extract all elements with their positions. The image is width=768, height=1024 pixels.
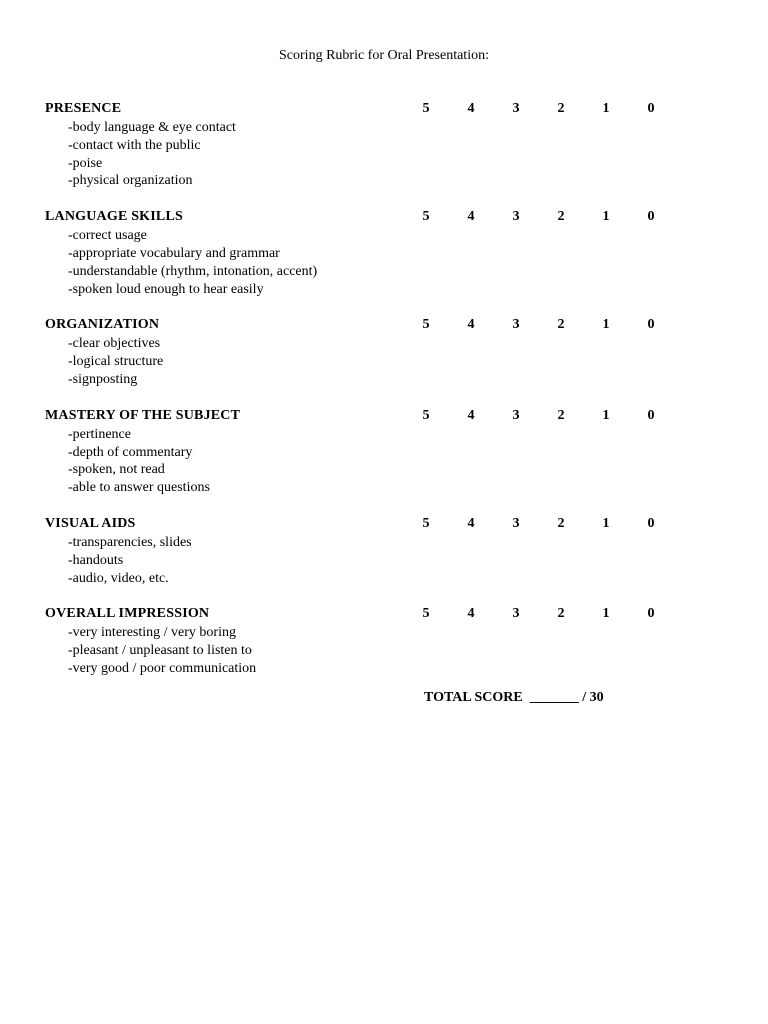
- score-option: 3: [512, 209, 520, 225]
- criterion-item: -correct usage: [68, 228, 147, 244]
- section-title: LANGUAGE SKILLS: [45, 209, 183, 225]
- score-option: 1: [602, 317, 610, 333]
- score-option: 5: [422, 407, 430, 423]
- criterion-item: -poise: [68, 155, 103, 171]
- criteria-list: [45, 624, 725, 677]
- section-title: VISUAL AIDS: [45, 515, 136, 531]
- score-option: 1: [602, 209, 610, 225]
- score-option: 1: [602, 101, 610, 116]
- criterion-item: -transparencies, slides: [68, 534, 192, 550]
- score-option: 3: [512, 606, 520, 622]
- criteria-list: [45, 227, 725, 298]
- score-option: 0: [647, 209, 655, 225]
- score-option: 2: [557, 606, 565, 622]
- rubric: [45, 99, 725, 695]
- score-option: 1: [602, 515, 610, 531]
- score-option: 4: [467, 606, 475, 622]
- section-title: PRESENCE: [45, 101, 122, 116]
- score-option: 2: [557, 317, 565, 333]
- score-option: 2: [557, 407, 565, 423]
- score-option: 0: [647, 407, 655, 423]
- rubric-section: [45, 514, 725, 587]
- score-option: 0: [647, 515, 655, 531]
- rubric-section: [45, 207, 725, 298]
- section-header: [45, 207, 725, 227]
- criterion-item: -handouts: [68, 552, 124, 568]
- section-header: [45, 514, 725, 534]
- total-score: [424, 688, 604, 708]
- score-option: 2: [557, 101, 565, 116]
- score-option: 4: [467, 515, 475, 531]
- criterion-item: -understandable (rhythm, intonation, accent): [68, 263, 318, 279]
- criteria-list: [45, 534, 725, 587]
- score-option: 2: [557, 209, 565, 225]
- score-option: 3: [512, 317, 520, 333]
- criterion-item: -very interesting / very boring: [68, 625, 236, 641]
- section-title: OVERALL IMPRESSION: [45, 606, 210, 622]
- total-score-blank: _______: [529, 690, 579, 705]
- criterion-item: -body language & eye contact: [68, 120, 236, 135]
- score-option: 3: [512, 101, 520, 116]
- section-header: [45, 604, 725, 624]
- rubric-section: [45, 99, 725, 190]
- criterion-item: -depth of commentary: [68, 444, 193, 460]
- score-option: 5: [422, 317, 430, 333]
- score-option: 0: [647, 317, 655, 333]
- criterion-item: -audio, video, etc.: [68, 570, 169, 586]
- score-option: 0: [647, 101, 655, 116]
- rubric-section: [45, 315, 725, 388]
- criterion-item: -able to answer questions: [68, 480, 210, 496]
- criterion-item: -pertinence: [68, 426, 131, 442]
- criterion-item: -clear objectives: [68, 336, 161, 352]
- score-option: 1: [602, 407, 610, 423]
- score-option: 5: [422, 101, 430, 116]
- criterion-item: -signposting: [68, 371, 138, 387]
- criteria-list: [45, 119, 725, 190]
- criterion-item: -spoken loud enough to hear easily: [68, 281, 264, 297]
- page-title: Scoring Rubric for Oral Presentation:: [279, 48, 489, 63]
- criterion-item: -contact with the public: [68, 137, 201, 153]
- criteria-list: [45, 335, 725, 388]
- section-title: MASTERY OF THE SUBJECT: [45, 407, 241, 423]
- section-header: [45, 406, 725, 426]
- rubric-section: [45, 604, 725, 677]
- criterion-item: -physical organization: [68, 173, 193, 189]
- score-option: 1: [602, 606, 610, 622]
- criterion-item: -appropriate vocabulary and grammar: [68, 245, 280, 261]
- criterion-item: -pleasant / unpleasant to listen to: [68, 643, 252, 659]
- score-option: 0: [647, 606, 655, 622]
- score-option: 2: [557, 515, 565, 531]
- score-option: 4: [467, 317, 475, 333]
- score-option: 4: [467, 101, 475, 116]
- criterion-item: -spoken, not read: [68, 462, 165, 478]
- total-score-label: TOTAL SCORE: [424, 690, 523, 705]
- score-option: 5: [422, 606, 430, 622]
- section-header: [45, 99, 725, 119]
- score-option: 4: [467, 407, 475, 423]
- criterion-item: -very good / poor communication: [68, 660, 257, 676]
- section-header: [45, 315, 725, 335]
- criteria-list: [45, 426, 725, 497]
- score-option: 3: [512, 407, 520, 423]
- score-option: 4: [467, 209, 475, 225]
- score-option: 5: [422, 515, 430, 531]
- criterion-item: -logical structure: [68, 354, 164, 370]
- rubric-section: [45, 406, 725, 497]
- score-option: 3: [512, 515, 520, 531]
- total-score-max: / 30: [582, 690, 604, 705]
- score-option: 5: [422, 209, 430, 225]
- section-title: ORGANIZATION: [45, 317, 160, 333]
